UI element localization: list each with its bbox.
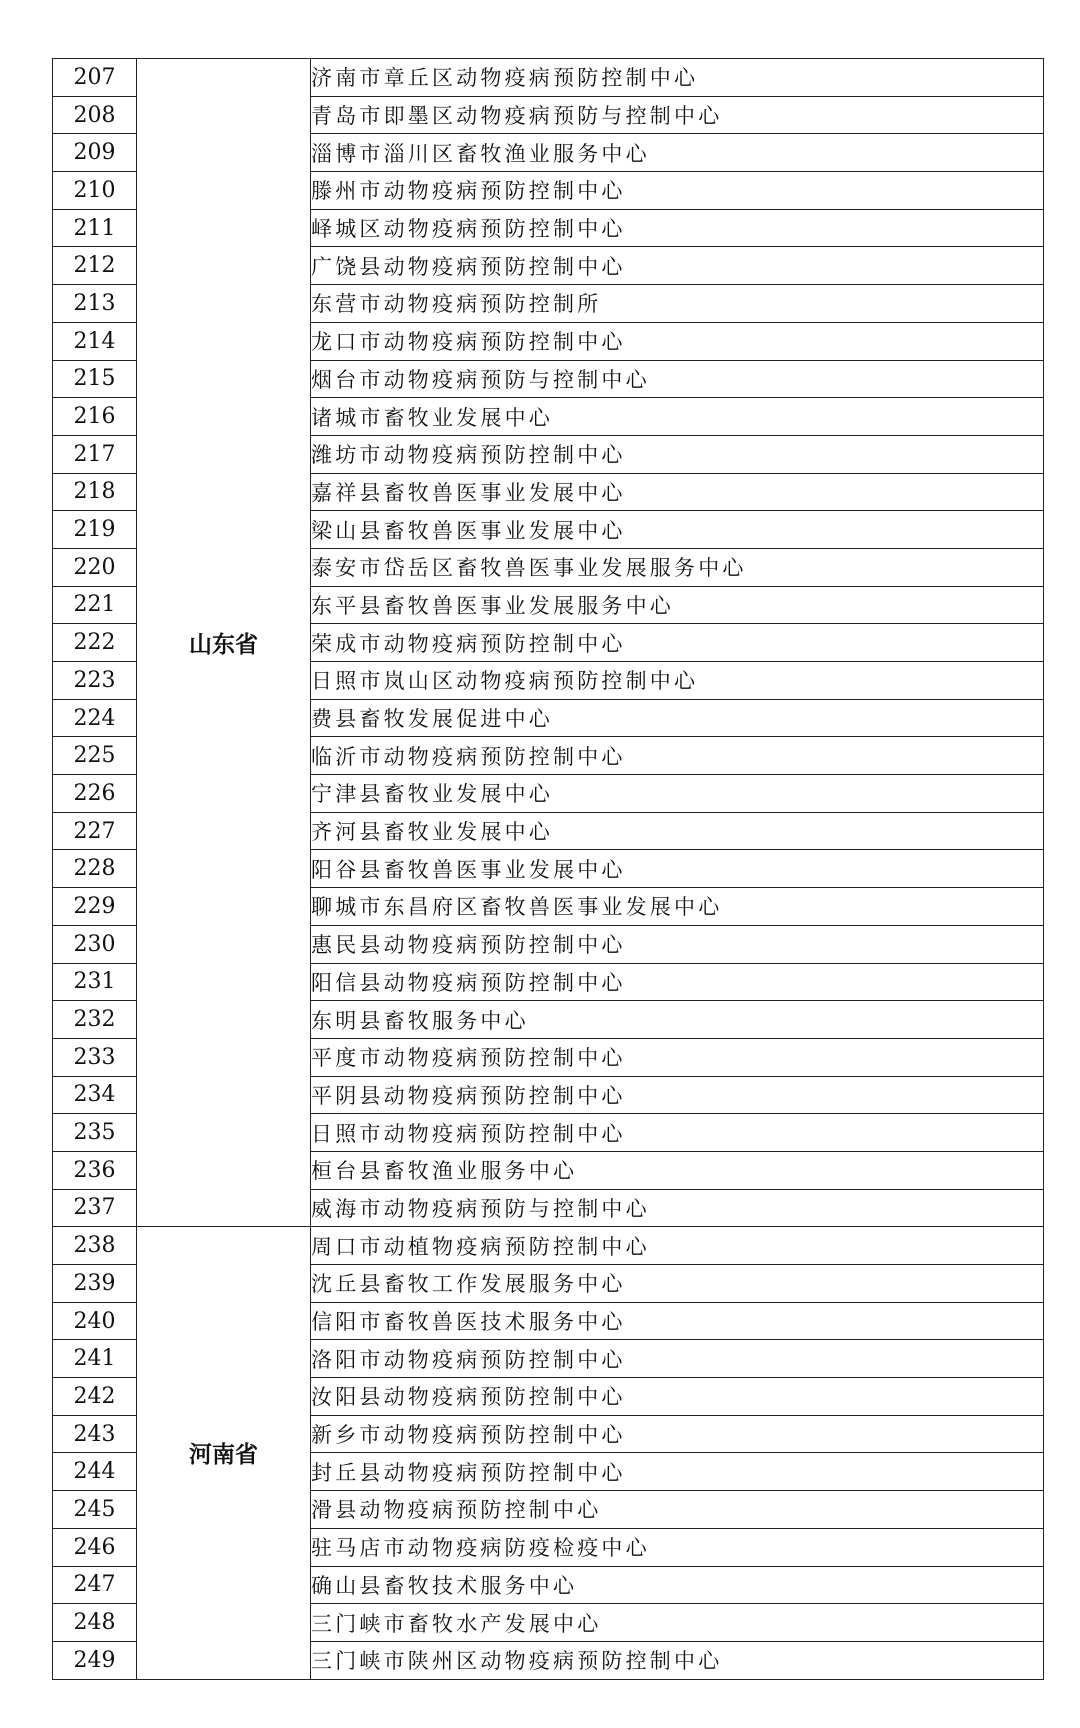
institution-name: 青岛市即墨区动物疫病预防与控制中心 bbox=[311, 96, 1044, 134]
institution-name: 三门峡市畜牧水产发展中心 bbox=[311, 1604, 1044, 1642]
row-number: 228 bbox=[53, 850, 137, 888]
institution-name: 洛阳市动物疫病预防控制中心 bbox=[311, 1340, 1044, 1378]
table-row bbox=[53, 59, 1044, 97]
row-number: 215 bbox=[53, 360, 137, 398]
institution-name: 荣成市动物疫病预防控制中心 bbox=[311, 624, 1044, 662]
institution-name: 威海市动物疫病预防与控制中心 bbox=[311, 1189, 1044, 1227]
institution-table bbox=[52, 58, 1044, 1680]
row-number: 244 bbox=[53, 1453, 137, 1491]
institution-name: 诸城市畜牧业发展中心 bbox=[311, 398, 1044, 436]
institution-name: 桓台县畜牧渔业服务中心 bbox=[311, 1151, 1044, 1189]
institution-name: 周口市动植物疫病预防控制中心 bbox=[311, 1227, 1044, 1265]
institution-name: 齐河县畜牧业发展中心 bbox=[311, 812, 1044, 850]
row-number: 246 bbox=[53, 1528, 137, 1566]
row-number: 249 bbox=[53, 1641, 137, 1679]
row-number: 233 bbox=[53, 1038, 137, 1076]
row-number: 241 bbox=[53, 1340, 137, 1378]
row-number: 221 bbox=[53, 586, 137, 624]
row-number: 239 bbox=[53, 1265, 137, 1303]
institution-name: 沈丘县畜牧工作发展服务中心 bbox=[311, 1265, 1044, 1303]
institution-name: 费县畜牧发展促进中心 bbox=[311, 699, 1044, 737]
row-number: 211 bbox=[53, 209, 137, 247]
row-number: 248 bbox=[53, 1604, 137, 1642]
institution-name: 滑县动物疫病预防控制中心 bbox=[311, 1491, 1044, 1529]
row-number: 222 bbox=[53, 624, 137, 662]
institution-name: 滕州市动物疫病预防控制中心 bbox=[311, 172, 1044, 210]
row-number: 214 bbox=[53, 322, 137, 360]
row-number: 235 bbox=[53, 1114, 137, 1152]
institution-name: 泰安市岱岳区畜牧兽医事业发展服务中心 bbox=[311, 548, 1044, 586]
institution-name: 聊城市东昌府区畜牧兽医事业发展中心 bbox=[311, 888, 1044, 926]
institution-name: 日照市岚山区动物疫病预防控制中心 bbox=[311, 662, 1044, 700]
row-number: 220 bbox=[53, 548, 137, 586]
institution-name: 平度市动物疫病预防控制中心 bbox=[311, 1038, 1044, 1076]
row-number: 224 bbox=[53, 699, 137, 737]
row-number: 219 bbox=[53, 511, 137, 549]
row-number: 218 bbox=[53, 473, 137, 511]
institution-name: 信阳市畜牧兽医技术服务中心 bbox=[311, 1302, 1044, 1340]
row-number: 229 bbox=[53, 888, 137, 926]
row-number: 236 bbox=[53, 1151, 137, 1189]
institution-name: 梁山县畜牧兽医事业发展中心 bbox=[311, 511, 1044, 549]
institution-name: 平阴县动物疫病预防控制中心 bbox=[311, 1076, 1044, 1114]
row-number: 243 bbox=[53, 1415, 137, 1453]
province-cell: 山东省 bbox=[137, 59, 311, 1227]
row-number: 231 bbox=[53, 963, 137, 1001]
row-number: 226 bbox=[53, 775, 137, 813]
institution-name: 惠民县动物疫病预防控制中心 bbox=[311, 925, 1044, 963]
institution-name: 龙口市动物疫病预防控制中心 bbox=[311, 322, 1044, 360]
row-number: 237 bbox=[53, 1189, 137, 1227]
institution-name: 宁津县畜牧业发展中心 bbox=[311, 775, 1044, 813]
row-number: 209 bbox=[53, 134, 137, 172]
institution-name: 嘉祥县畜牧兽医事业发展中心 bbox=[311, 473, 1044, 511]
row-number: 225 bbox=[53, 737, 137, 775]
institution-name: 东营市动物疫病预防控制所 bbox=[311, 285, 1044, 323]
institution-name: 三门峡市陕州区动物疫病预防控制中心 bbox=[311, 1641, 1044, 1679]
row-number: 245 bbox=[53, 1491, 137, 1529]
institution-name: 临沂市动物疫病预防控制中心 bbox=[311, 737, 1044, 775]
institution-name: 济南市章丘区动物疫病预防控制中心 bbox=[311, 59, 1044, 97]
institution-name: 潍坊市动物疫病预防控制中心 bbox=[311, 435, 1044, 473]
institution-name: 东明县畜牧服务中心 bbox=[311, 1001, 1044, 1039]
row-number: 217 bbox=[53, 435, 137, 473]
row-number: 232 bbox=[53, 1001, 137, 1039]
row-number: 207 bbox=[53, 59, 137, 97]
row-number: 234 bbox=[53, 1076, 137, 1114]
row-number: 212 bbox=[53, 247, 137, 285]
institution-name: 新乡市动物疫病预防控制中心 bbox=[311, 1415, 1044, 1453]
row-number: 230 bbox=[53, 925, 137, 963]
institution-name: 汝阳县动物疫病预防控制中心 bbox=[311, 1378, 1044, 1416]
institution-name: 广饶县动物疫病预防控制中心 bbox=[311, 247, 1044, 285]
row-number: 216 bbox=[53, 398, 137, 436]
row-number: 240 bbox=[53, 1302, 137, 1340]
institution-name: 烟台市动物疫病预防与控制中心 bbox=[311, 360, 1044, 398]
province-cell: 河南省 bbox=[137, 1227, 311, 1679]
institution-name: 淄博市淄川区畜牧渔业服务中心 bbox=[311, 134, 1044, 172]
institution-name: 封丘县动物疫病预防控制中心 bbox=[311, 1453, 1044, 1491]
row-number: 208 bbox=[53, 96, 137, 134]
row-number: 247 bbox=[53, 1566, 137, 1604]
row-number: 227 bbox=[53, 812, 137, 850]
institution-name: 阳谷县畜牧兽医事业发展中心 bbox=[311, 850, 1044, 888]
institution-name: 驻马店市动物疫病防疫检疫中心 bbox=[311, 1528, 1044, 1566]
institution-name: 东平县畜牧兽医事业发展服务中心 bbox=[311, 586, 1044, 624]
institution-name: 阳信县动物疫病预防控制中心 bbox=[311, 963, 1044, 1001]
institution-name: 峄城区动物疫病预防控制中心 bbox=[311, 209, 1044, 247]
row-number: 242 bbox=[53, 1378, 137, 1416]
row-number: 223 bbox=[53, 662, 137, 700]
row-number: 213 bbox=[53, 285, 137, 323]
row-number: 238 bbox=[53, 1227, 137, 1265]
table-body bbox=[53, 59, 1044, 1680]
row-number: 210 bbox=[53, 172, 137, 210]
institution-name: 确山县畜牧技术服务中心 bbox=[311, 1566, 1044, 1604]
table-row bbox=[53, 1227, 1044, 1265]
institution-name: 日照市动物疫病预防控制中心 bbox=[311, 1114, 1044, 1152]
